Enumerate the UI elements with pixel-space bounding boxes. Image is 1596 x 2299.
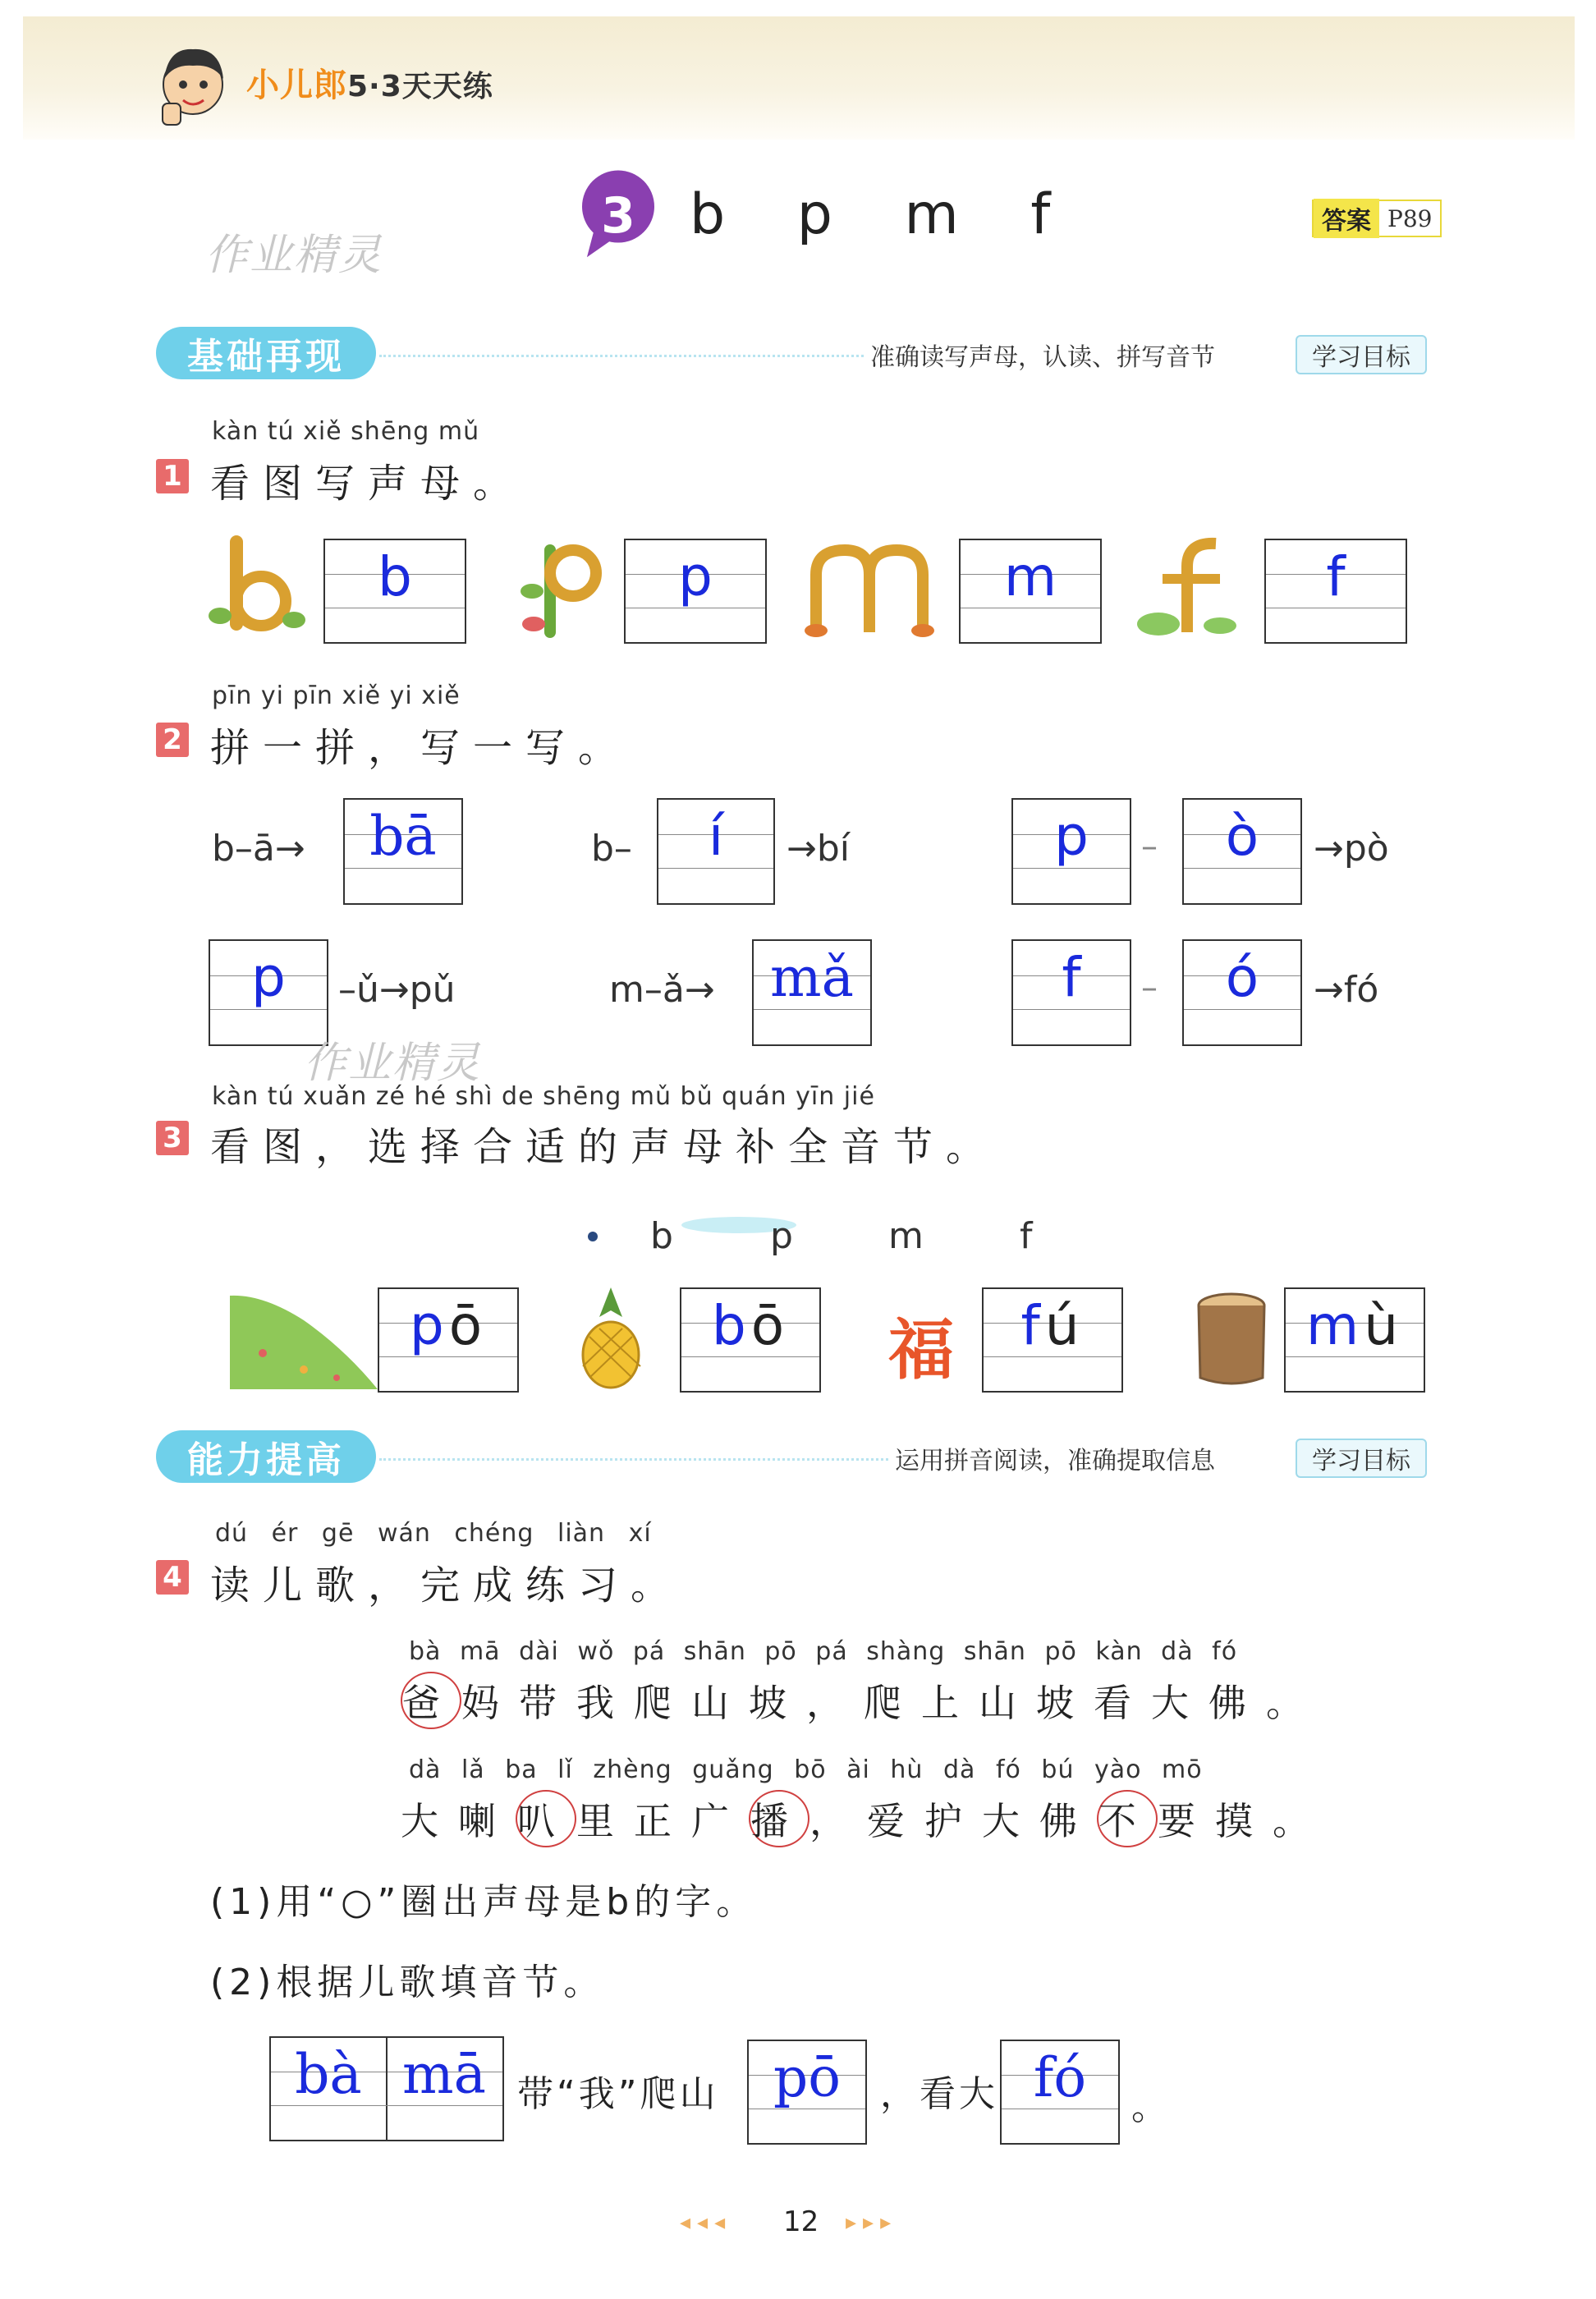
q2-expression: –ǔ→pǔ: [338, 969, 456, 1011]
q4-answer: bà: [295, 2043, 362, 2106]
q4-number: 4: [156, 1560, 189, 1595]
section-divider: [379, 355, 864, 357]
q2-answer: bā: [369, 805, 437, 868]
q1-answer-box[interactable]: [624, 539, 767, 644]
q3-pinyin: kàn tú xuǎn zé hé shì de shēng mǔ bǔ quán yīn jié: [212, 1082, 875, 1111]
q1-answer-box[interactable]: [323, 539, 466, 644]
q3-letter-option: p: [770, 1215, 793, 1257]
q3-initial-answer: b: [711, 1294, 751, 1357]
q3-final: ō: [750, 1294, 790, 1357]
q3-final: ù: [1364, 1294, 1404, 1357]
q4-fill-end: 。: [1131, 2086, 1172, 2128]
poem-line1: [401, 1672, 1323, 1729]
q3-answer-box[interactable]: [680, 1287, 821, 1393]
q1-answer-box[interactable]: [1264, 539, 1407, 644]
q4-subquestion-1: (1)用“○”圈出声母是b的字。: [210, 1881, 758, 1923]
q2-answer: f: [1062, 946, 1081, 1009]
mascot-icon: [156, 39, 230, 130]
q1-answer-box[interactable]: [959, 539, 1102, 644]
poem-line1-text: 妈带我爬山坡，爬上山坡看大佛。: [461, 1681, 1323, 1725]
q3-answer-box[interactable]: [1284, 1287, 1425, 1393]
q3-final: ú: [1044, 1294, 1085, 1357]
q2-answer-box[interactable]: [752, 939, 872, 1046]
q3-initial-answer: p: [409, 1294, 449, 1357]
tree-stump-icon: [1190, 1287, 1273, 1389]
q4-prompt: 读儿歌，完成练习。: [210, 1562, 684, 1608]
pineapple-icon: [575, 1287, 647, 1389]
q2-answer: ò: [1225, 805, 1259, 868]
q4-answer-box[interactable]: [747, 2040, 867, 2145]
q3-letter-option: b: [650, 1215, 673, 1257]
q2-expression: →fó: [1314, 969, 1379, 1011]
q1-pinyin: kàn tú xiě shēng mǔ: [212, 417, 480, 446]
q2-expression: b–: [591, 828, 632, 870]
q3-answer-box[interactable]: [982, 1287, 1123, 1393]
lesson-number: 3: [601, 187, 635, 245]
learning-goal-tag: 学习目标: [1296, 335, 1427, 374]
q2-answer: mǎ: [770, 946, 854, 1009]
section-advanced-pill: 能力提高: [156, 1430, 376, 1483]
q3-number: 3: [156, 1121, 189, 1155]
q2-pinyin: pīn yi pīn xiě yi xiě: [212, 681, 461, 710]
answer-reference[interactable]: [1312, 200, 1442, 237]
q4-answer: mā: [402, 2043, 486, 2106]
poem-line2: [401, 1790, 1330, 1847]
vine-letter-p-icon: [509, 534, 616, 640]
q2-answer-box[interactable]: [1182, 798, 1302, 905]
poem-text: 要摸。: [1158, 1799, 1330, 1843]
q3-letter-option: f: [1020, 1215, 1033, 1257]
q2-answer: p: [251, 946, 286, 1009]
q2-expression: b–ā→: [212, 828, 305, 870]
poem-line2-pinyin: dà lǎ ba lǐ zhèng guǎng bō ài hù dà fó bú yào mō: [409, 1755, 1203, 1784]
circled-character[interactable]: 爸: [401, 1672, 461, 1729]
hillside-slope-icon: [230, 1287, 378, 1389]
vine-letter-m-icon: [800, 534, 939, 640]
q4-fill-text: 带“我”爬山: [517, 2073, 719, 2115]
q3-answer-box[interactable]: [378, 1287, 519, 1393]
q4-answer: pō: [773, 2046, 841, 2109]
q4-answer-box[interactable]: [269, 2036, 504, 2141]
q1-answer-b: b: [378, 545, 412, 608]
q2-answer-box[interactable]: [657, 798, 775, 905]
circled-character[interactable]: 不: [1097, 1790, 1158, 1847]
answer-label: 答案: [1314, 199, 1379, 238]
q2-answer: p: [1054, 805, 1089, 868]
vine-letter-b-icon: [204, 534, 310, 640]
circled-character[interactable]: 播: [749, 1790, 809, 1847]
poem-text: ，爱护大佛: [809, 1799, 1097, 1843]
q4-subquestion-2: (2)根据儿歌填音节。: [210, 1962, 605, 2003]
q2-separator: –: [1141, 969, 1158, 1007]
watermark: 作业精灵: [304, 1039, 482, 1088]
q2-answer: ó: [1225, 946, 1259, 1009]
q1-prompt: 看图写声母。: [210, 461, 526, 507]
brand-highlight: 小儿郎: [246, 67, 347, 104]
q2-separator: –: [1141, 828, 1158, 865]
brand-title: [246, 59, 493, 106]
q3-initial-answer: f: [1020, 1294, 1045, 1357]
q2-answer-box[interactable]: [1182, 939, 1302, 1046]
page-number: 12: [783, 2205, 819, 2238]
q2-expression: →bí: [787, 828, 851, 870]
q4-fill-text: ，看大: [880, 2073, 998, 2115]
section-basic-pill: 基础再现: [156, 327, 376, 379]
poem-line1-pinyin: bà mā dài wǒ pá shān pō pá shàng shān pō kàn dà fó: [409, 1637, 1238, 1666]
q1-answer-p: p: [678, 545, 713, 608]
q3-letter-option: m: [888, 1215, 924, 1257]
q2-answer-box[interactable]: [1011, 939, 1131, 1046]
q2-answer: í: [708, 805, 724, 868]
vine-letter-f-icon: [1130, 534, 1253, 640]
q4-answer-box[interactable]: [1000, 2040, 1120, 2145]
next-arrows-icon: ▸▸▸: [846, 2210, 898, 2235]
watermark: 作业精灵: [205, 231, 383, 280]
brand-rest: 5·3天天练: [347, 70, 493, 103]
q2-answer-box[interactable]: [1011, 798, 1131, 905]
section-goal: 运用拼音阅读，准确提取信息: [895, 1447, 1215, 1475]
q1-answer-m: m: [1003, 545, 1057, 608]
q1-answer-f: f: [1326, 545, 1346, 608]
fu-character-icon: 福: [888, 1312, 954, 1388]
section-divider: [379, 1458, 888, 1461]
answer-page: P89: [1387, 204, 1433, 232]
q2-expression: m–ǎ→: [609, 969, 715, 1011]
q2-expression: →pò: [1314, 828, 1389, 870]
lesson-title: b p m f: [690, 182, 1054, 247]
q3-initial-answer: m: [1305, 1294, 1364, 1357]
q2-answer-box[interactable]: [343, 798, 463, 905]
learning-goal-tag: 学习目标: [1296, 1439, 1427, 1478]
q2-number: 2: [156, 723, 189, 757]
circled-character[interactable]: 叭: [516, 1790, 576, 1847]
q1-number: 1: [156, 459, 189, 493]
q3-final: ō: [448, 1294, 488, 1357]
poem-text: 里正广: [576, 1799, 749, 1843]
section-goal: 准确读写声母，认读、拼写音节: [870, 343, 1215, 372]
prev-arrows-icon: ◂◂◂: [680, 2210, 732, 2235]
q4-pinyin: dú ér gē wán chéng liàn xí: [215, 1519, 652, 1548]
q3-prompt: 看图，选择合适的声母补全音节。: [210, 1124, 999, 1170]
q2-prompt: 拼一拼，写一写。: [210, 725, 631, 771]
poem-text: 大喇: [401, 1799, 516, 1843]
q4-answer: fó: [1033, 2046, 1087, 2109]
